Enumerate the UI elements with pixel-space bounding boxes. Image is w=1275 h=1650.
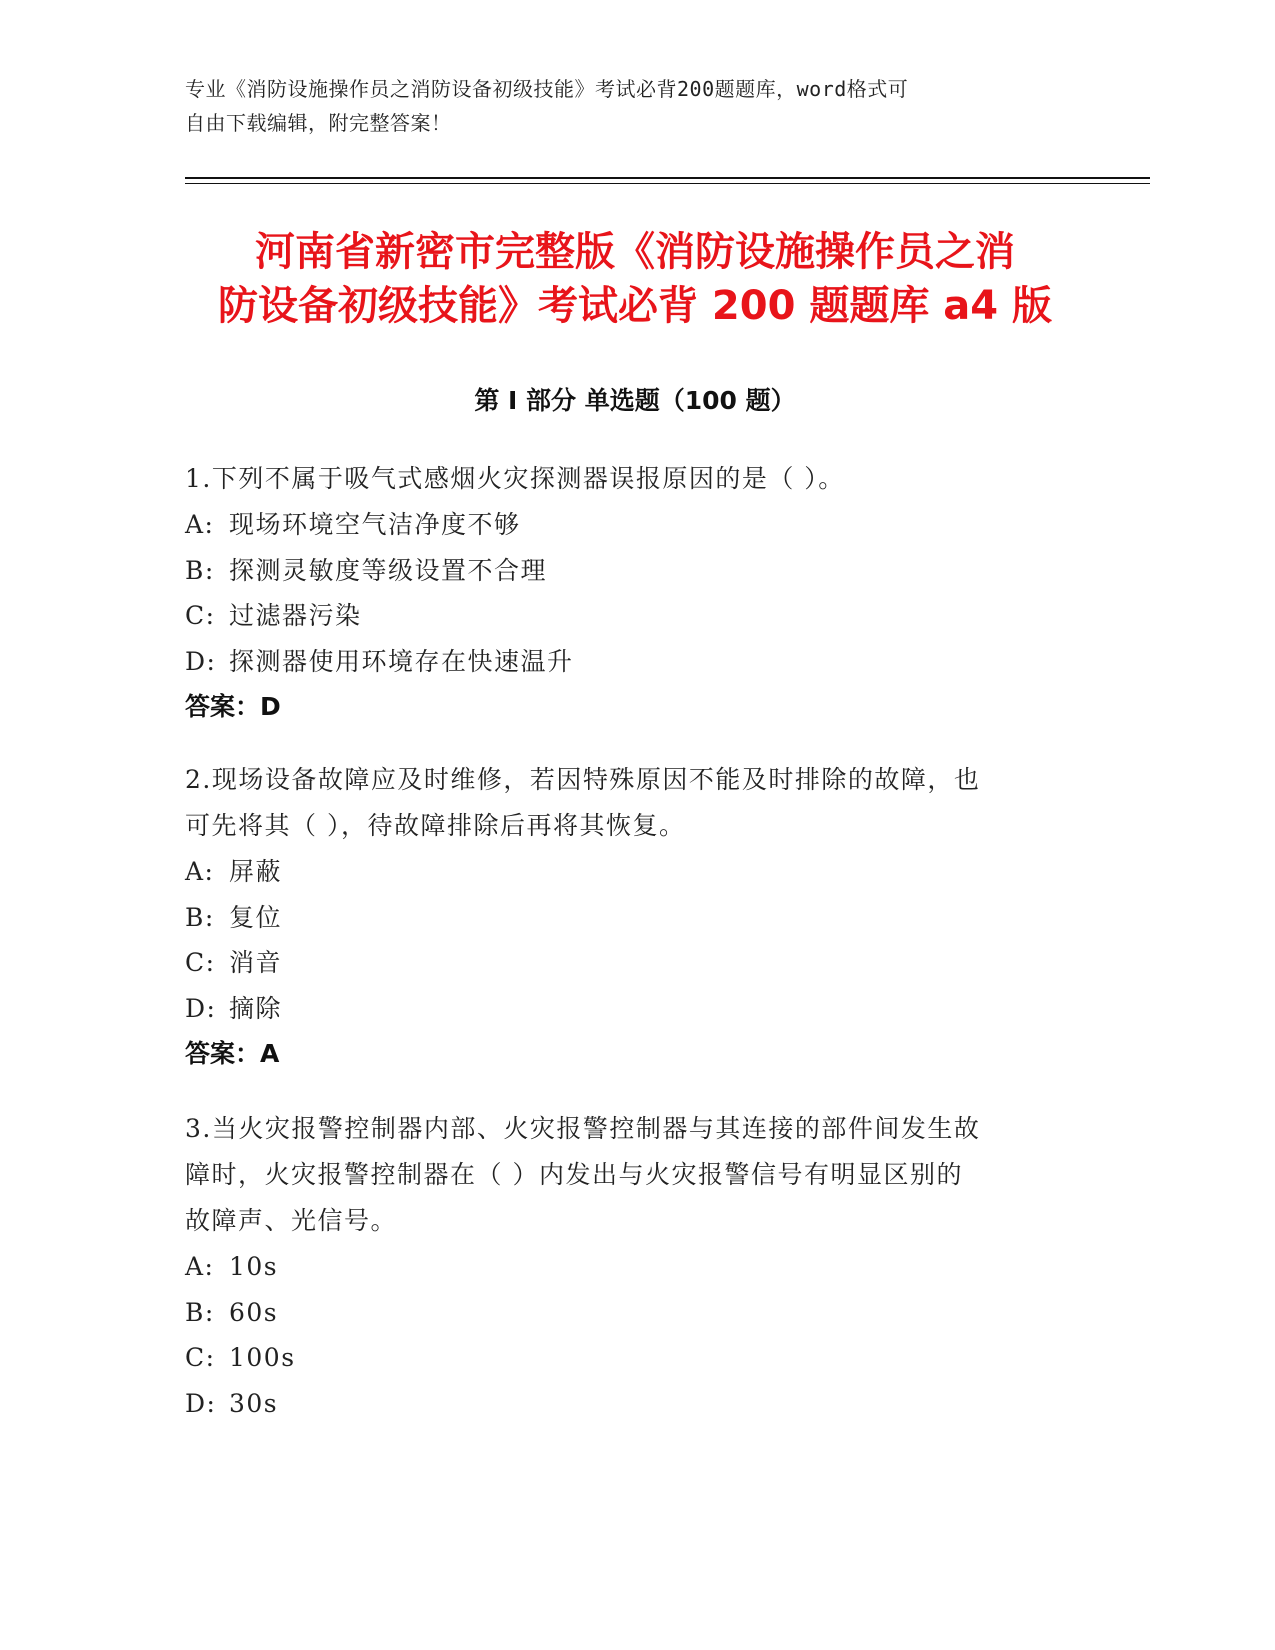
option-text: 消音 (229, 948, 283, 977)
option-key: B: (185, 555, 215, 585)
answer: 答案：D (185, 692, 281, 721)
option-text: 现场环境空气洁净度不够 (229, 510, 521, 539)
intro-line-2: 自由下载编辑，附完整答案！ (185, 111, 452, 135)
option-key: A: (185, 857, 215, 886)
question-stem-line: 1.下列不属于吸气式感烟火灾探测器误报原因的是（ ）。 (185, 464, 845, 493)
option-key: B: (185, 902, 215, 932)
option-d (185, 986, 1065, 1032)
option-key: C: (185, 601, 216, 630)
option-c (185, 593, 1065, 639)
document-title-line-2: 防设备初级技能》考试必背 200 题题库 a4 版 (217, 283, 1053, 329)
option-key: A: (185, 510, 215, 539)
option-b (185, 548, 1065, 594)
option-a (185, 1244, 1065, 1290)
header-rule-thin (185, 183, 1150, 184)
intro-line-1: 专业《消防设施操作员之消防设备初级技能》考试必背200题题库，word格式可 (185, 77, 909, 101)
question-1 (185, 456, 1065, 730)
question-stem-line: 2.现场设备故障应及时维修，若因特殊原因不能及时排除的故障，也 (185, 765, 981, 794)
option-text: 探测器使用环境存在快速温升 (229, 646, 574, 676)
option-d (185, 1381, 1065, 1427)
option-a (185, 502, 1065, 548)
answer: 答案：A (185, 1039, 280, 1068)
question-stem (185, 456, 1065, 502)
option-key: D: (185, 993, 217, 1023)
option-d (185, 639, 1065, 685)
option-key: D: (185, 646, 217, 676)
option-text: 100s (229, 1343, 296, 1372)
intro-text (185, 72, 1065, 140)
option-b (185, 895, 1065, 941)
question-stem (185, 757, 1065, 849)
option-text: 摘除 (229, 993, 283, 1023)
option-text: 10s (229, 1252, 279, 1281)
header-rule-thick (185, 177, 1150, 179)
question-stem-line: 障时，火灾报警控制器在（ ）内发出与火灾报警信号有明显区别的 (185, 1160, 963, 1189)
option-c (185, 1335, 1065, 1381)
option-a (185, 849, 1065, 895)
question-stem-line: 可先将其（ ），待故障排除后再将其恢复。 (185, 811, 686, 840)
question-stem (185, 1106, 1065, 1244)
option-key: C: (185, 1343, 216, 1372)
question-stem-line: 故障声、光信号。 (185, 1206, 398, 1235)
option-text: 探测灵敏度等级设置不合理 (229, 555, 548, 585)
question-stem-line: 3.当火灾报警控制器内部、火灾报警控制器与其连接的部件间发生故 (185, 1114, 981, 1143)
option-key: C: (185, 948, 216, 977)
option-text: 30s (229, 1388, 279, 1418)
option-c (185, 940, 1065, 986)
option-text: 60s (229, 1297, 279, 1327)
option-key: A: (185, 1252, 215, 1281)
document-title-line-1: 河南省新密市完整版《消防设施操作员之消 (255, 229, 1015, 275)
option-text: 屏蔽 (229, 857, 283, 886)
document-title (185, 225, 1085, 333)
option-key: D: (185, 1388, 217, 1418)
section-title: 第 I 部分 单选题（100 题） (474, 386, 796, 415)
option-text: 过滤器污染 (229, 601, 362, 630)
question-3 (185, 1106, 1065, 1426)
option-b (185, 1290, 1065, 1336)
option-key: B: (185, 1297, 215, 1327)
option-text: 复位 (229, 902, 283, 932)
question-2 (185, 757, 1065, 1077)
